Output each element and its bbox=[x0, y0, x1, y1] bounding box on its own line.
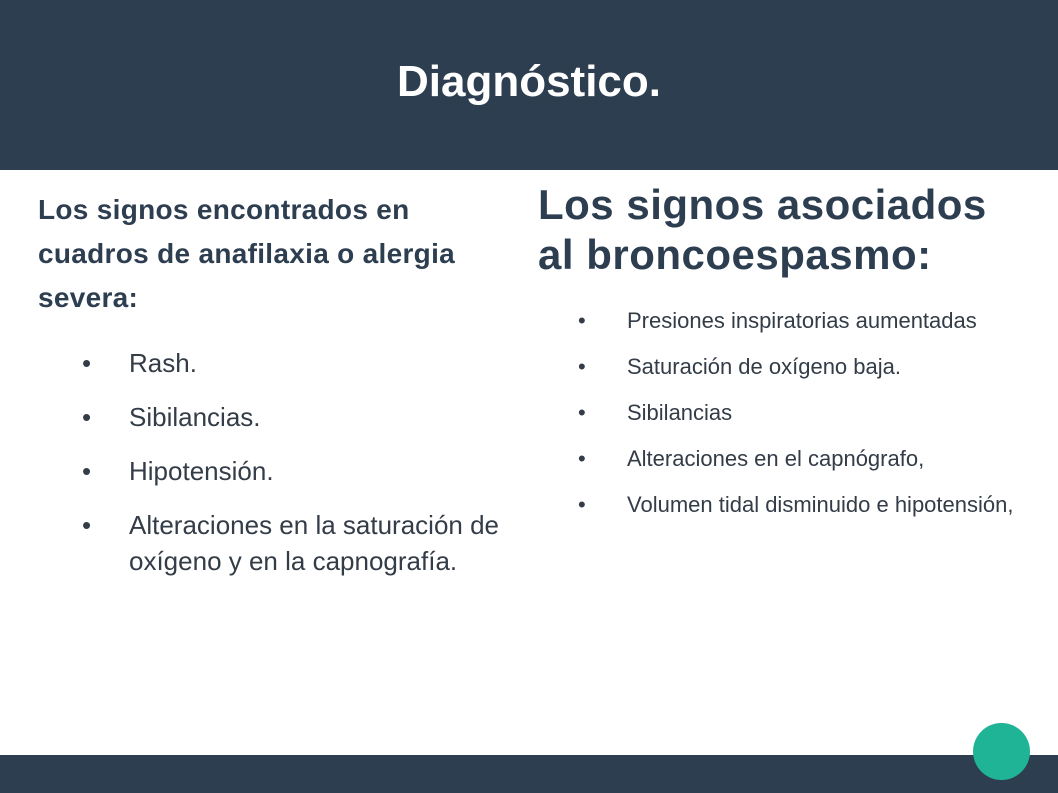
left-bullet-list bbox=[82, 345, 522, 597]
list-item bbox=[578, 397, 1018, 428]
list-item bbox=[578, 351, 1018, 382]
bullet-icon: • bbox=[578, 400, 586, 425]
right-column-heading: Los signos asociados al broncoespasmo: bbox=[538, 181, 987, 278]
list-item bbox=[82, 453, 522, 489]
list-item bbox=[578, 489, 1018, 520]
bullet-icon: • bbox=[578, 354, 586, 379]
list-item-text: Alteraciones en el capnógrafo, bbox=[627, 446, 925, 471]
list-item-text: Presiones inspiratorias aumentadas bbox=[627, 308, 977, 333]
list-item-text: Hipotensión. bbox=[129, 456, 274, 486]
list-item bbox=[578, 305, 1018, 336]
header-bar bbox=[0, 0, 1058, 170]
bullet-icon: • bbox=[82, 402, 92, 432]
slide-title: Diagnóstico. bbox=[396, 57, 662, 106]
bullet-icon: • bbox=[82, 510, 92, 540]
list-item-text: Volumen tidal disminuido e hipotensión, bbox=[627, 492, 1014, 517]
bullet-icon: • bbox=[578, 308, 586, 333]
footer-bar bbox=[0, 755, 1058, 793]
bullet-icon: • bbox=[82, 456, 92, 486]
right-bullet-list bbox=[578, 305, 1018, 535]
list-item bbox=[82, 507, 522, 579]
list-item bbox=[578, 443, 1018, 474]
bullet-icon: • bbox=[82, 348, 92, 378]
bullet-icon: • bbox=[578, 492, 586, 517]
list-item-text: Sibilancias bbox=[627, 400, 733, 425]
list-item bbox=[82, 345, 522, 381]
list-item-text: Sibilancias. bbox=[129, 402, 261, 432]
left-column-heading: Los signos encontrados en cuadros de anafilaxia o alergia severa: bbox=[38, 194, 456, 313]
list-item-text: Rash. bbox=[129, 348, 197, 378]
list-item-text: Saturación de oxígeno baja. bbox=[627, 354, 901, 379]
list-item-text: Alteraciones en la saturación de oxígeno y en la capnografía. bbox=[129, 510, 500, 576]
accent-circle-icon bbox=[973, 723, 1030, 780]
bullet-icon: • bbox=[578, 446, 586, 471]
list-item bbox=[82, 399, 522, 435]
